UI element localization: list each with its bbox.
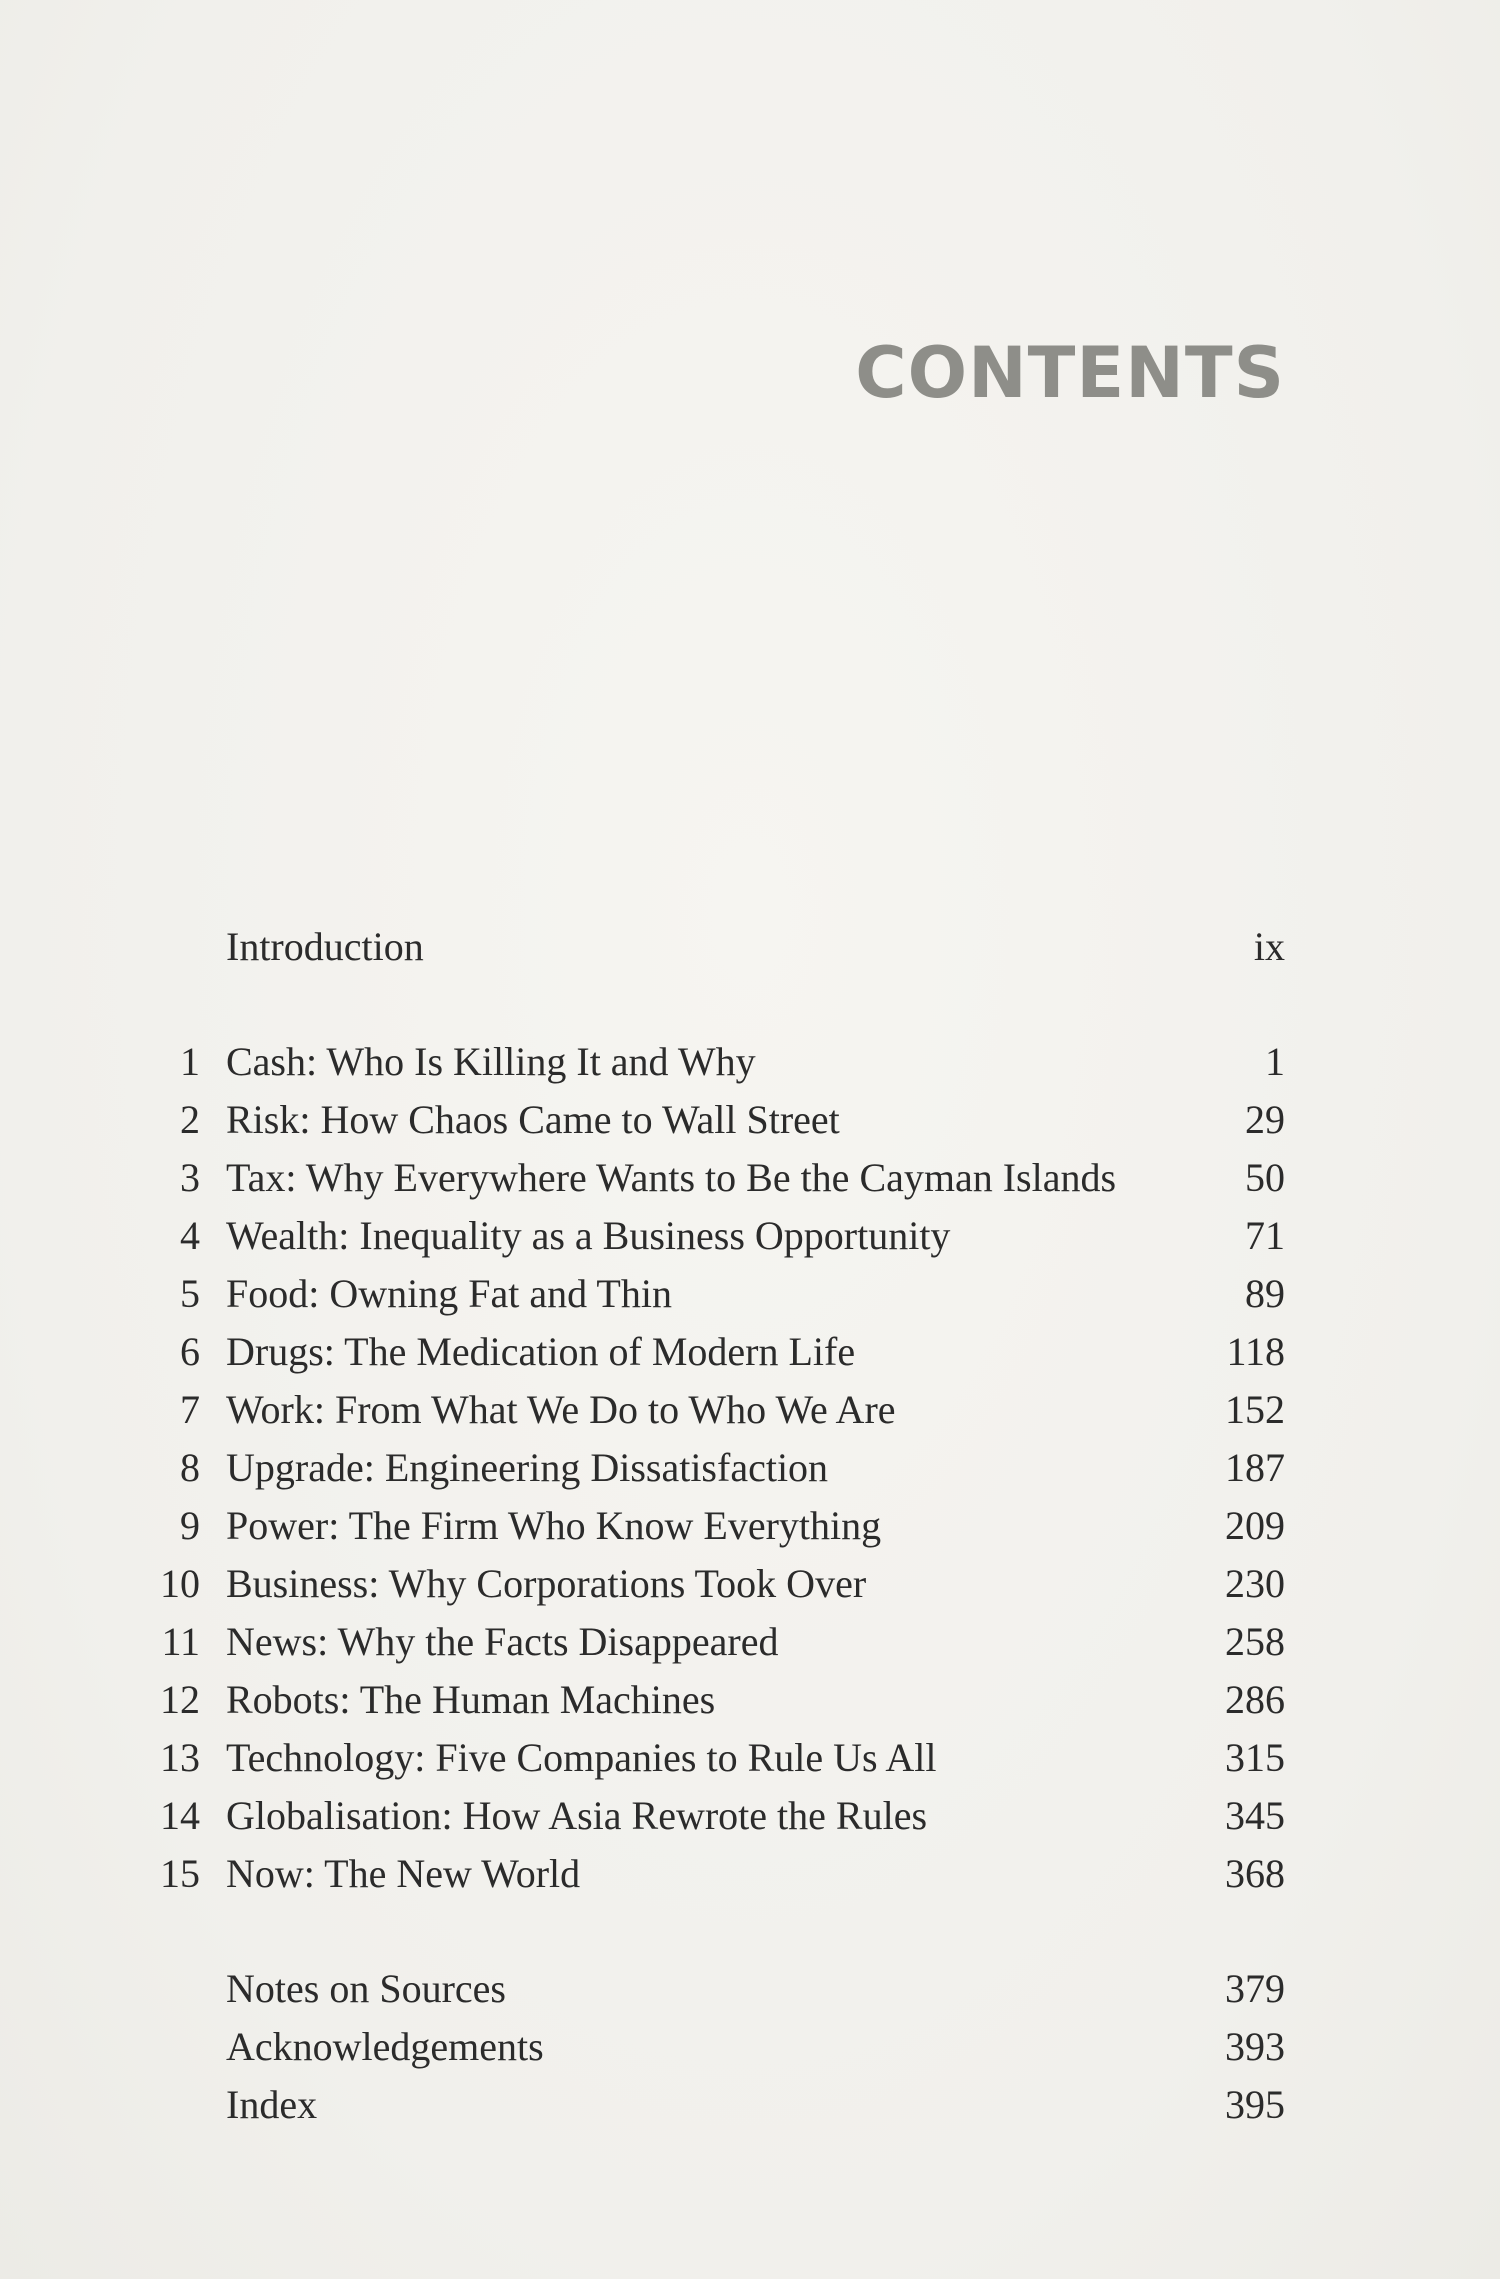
page-title: CONTENTS [855, 332, 1285, 414]
toc-chapter-row [0, 1613, 1500, 1671]
chapter-page: 286 [1225, 1677, 1285, 1722]
toc-chapter-row [0, 1381, 1500, 1439]
chapter-number: 15 [160, 1851, 200, 1896]
chapter-page: 1 [1265, 1039, 1285, 1084]
chapter-page: 209 [1225, 1503, 1285, 1548]
chapter-page: 368 [1225, 1851, 1285, 1896]
toc-chapter-row [0, 1265, 1500, 1323]
toc-entry-title: Introduction [226, 924, 424, 969]
chapter-page: 315 [1225, 1735, 1285, 1780]
toc-entry-introduction [0, 918, 1500, 976]
chapter-title: Globalisation: How Asia Rewrote the Rules [226, 1793, 928, 1838]
toc-chapter-row [0, 1555, 1500, 1613]
chapter-page: 258 [1225, 1619, 1285, 1664]
toc-chapter-row [0, 1671, 1500, 1729]
chapter-title: Food: Owning Fat and Thin [226, 1271, 672, 1316]
toc-entry-page: 393 [1225, 2024, 1285, 2069]
toc-chapter-row [0, 1091, 1500, 1149]
chapter-page: 152 [1225, 1387, 1285, 1432]
chapter-number: 7 [180, 1387, 200, 1432]
chapter-number: 9 [180, 1503, 200, 1548]
toc-chapter-row [0, 1787, 1500, 1845]
chapter-page: 345 [1225, 1793, 1285, 1838]
toc-entry-title: Index [226, 2082, 318, 2127]
chapter-page: 71 [1245, 1213, 1285, 1258]
chapter-title: Drugs: The Medication of Modern Life [226, 1329, 856, 1374]
chapter-title: Upgrade: Engineering Dissatisfaction [226, 1445, 829, 1490]
chapter-number: 8 [180, 1445, 200, 1490]
toc-entry-acknowledgements [0, 2018, 1500, 2076]
toc-entry-page: ix [1253, 924, 1285, 969]
chapter-title: Business: Why Corporations Took Over [226, 1561, 867, 1606]
chapter-page: 89 [1245, 1271, 1285, 1316]
chapter-number: 2 [180, 1097, 200, 1142]
chapter-title: Now: The New World [226, 1851, 581, 1896]
chapter-page: 29 [1245, 1097, 1285, 1142]
chapter-number: 11 [161, 1619, 200, 1664]
toc-chapter-row [0, 1439, 1500, 1497]
chapter-title: Cash: Who Is Killing It and Why [226, 1039, 756, 1084]
toc-entry-notes [0, 1960, 1500, 2018]
chapter-title: Wealth: Inequality as a Business Opportunity [226, 1213, 951, 1258]
chapter-title: Work: From What We Do to Who We Are [226, 1387, 896, 1432]
chapter-number: 14 [160, 1793, 200, 1838]
chapter-number: 1 [180, 1039, 200, 1084]
chapter-number: 6 [180, 1329, 200, 1374]
chapter-number: 13 [160, 1735, 200, 1780]
toc-entry-page: 379 [1225, 1966, 1285, 2011]
chapter-title: Technology: Five Companies to Rule Us All [226, 1735, 937, 1780]
chapter-number: 12 [160, 1677, 200, 1722]
toc-chapter-row [0, 1845, 1500, 1903]
chapter-page: 118 [1226, 1329, 1285, 1374]
chapter-number: 4 [180, 1213, 200, 1258]
toc-entry-page: 395 [1225, 2082, 1285, 2127]
chapter-title: Tax: Why Everywhere Wants to Be the Cayman Islands [226, 1155, 1117, 1200]
toc-chapter-row [0, 1207, 1500, 1265]
toc-entry-title: Notes on Sources [226, 1966, 506, 2011]
toc-chapter-row [0, 1497, 1500, 1555]
chapter-title: Robots: The Human Machines [226, 1677, 716, 1722]
chapter-title: News: Why the Facts Disappeared [226, 1619, 779, 1664]
toc-entry-title: Acknowledgements [226, 2024, 544, 2069]
chapter-number: 5 [180, 1271, 200, 1316]
toc-chapter-row [0, 1323, 1500, 1381]
chapter-page: 50 [1245, 1155, 1285, 1200]
toc-chapter-row [0, 1729, 1500, 1787]
toc-entry-index [0, 2076, 1500, 2134]
chapter-title: Risk: How Chaos Came to Wall Street [226, 1097, 840, 1142]
chapter-number: 10 [160, 1561, 200, 1606]
chapter-page: 230 [1225, 1561, 1285, 1606]
chapter-number: 3 [180, 1155, 200, 1200]
toc-chapter-row [0, 1149, 1500, 1207]
chapter-title: Power: The Firm Who Know Everything [226, 1503, 882, 1548]
toc-chapter-row [0, 1033, 1500, 1091]
chapter-page: 187 [1225, 1445, 1285, 1490]
